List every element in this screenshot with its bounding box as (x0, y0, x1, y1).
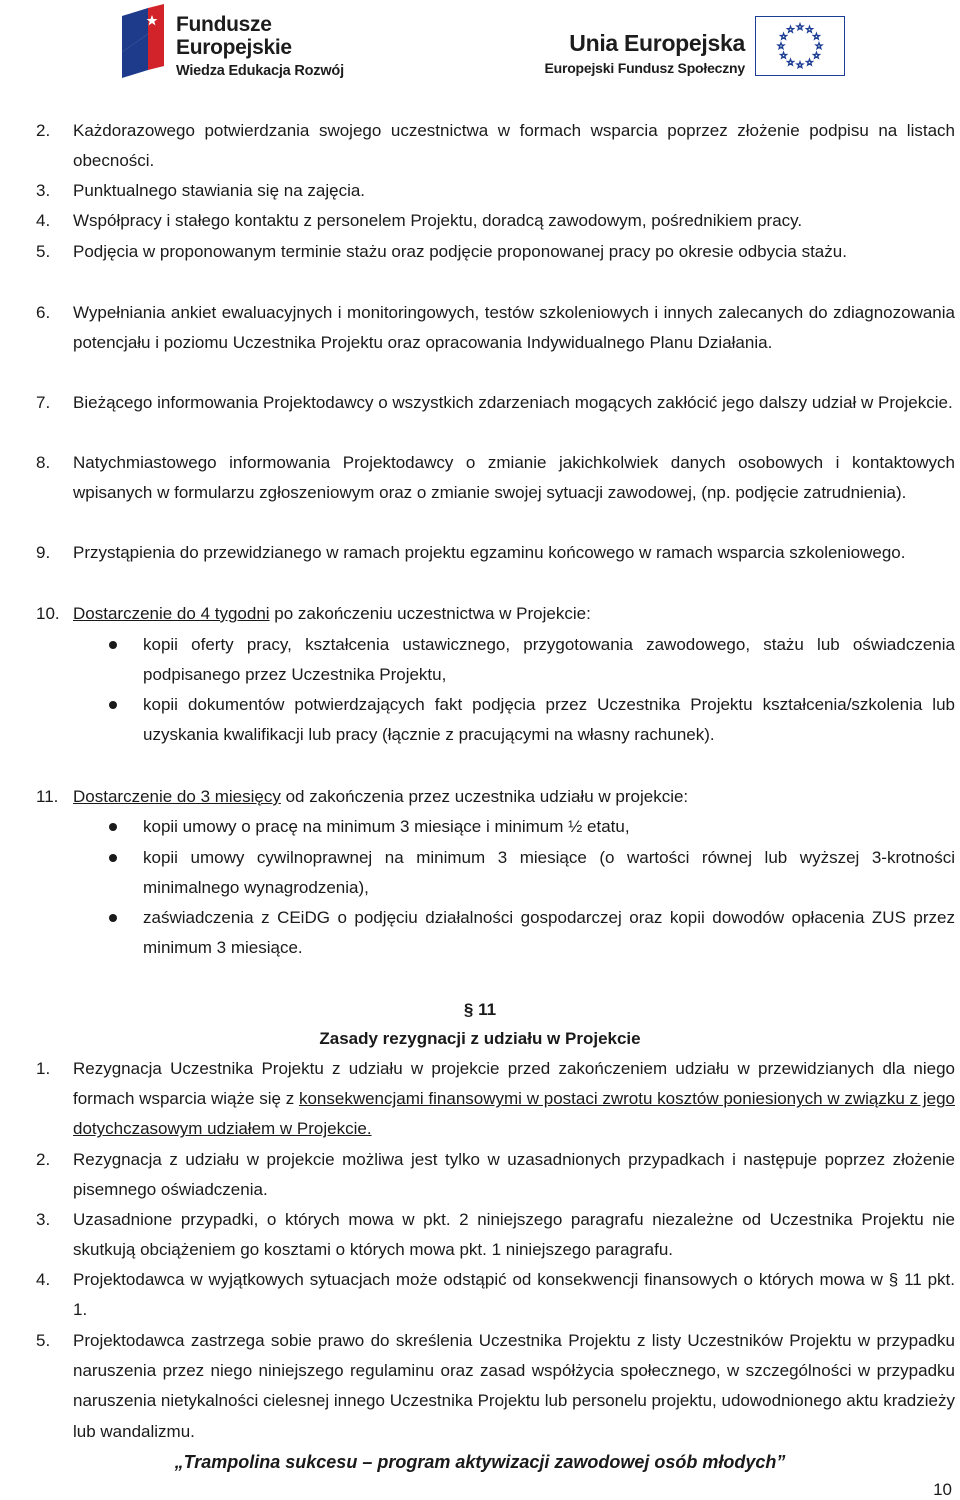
ue-logo-line1: Unia Europejska (569, 30, 745, 56)
item-text: Podjęcia w proponowanym terminie stażu oraz podjęcie proponowanej pracy po okresie odbycia stażu. (73, 242, 847, 261)
footer-project-title: „Trampolina sukcesu – program aktywizacji zawodowej osób młodych” (174, 1452, 786, 1472)
bullet-text: zaświadczenia z CEiDG o podjęciu działalności gospodarczej oraz kopii dowodów opłacenia ZUS przez minimum 3 miesiące. (143, 908, 955, 958)
item-text: Przystąpienia do przewidzianego w ramach projektu egzaminu końcowego w ramach wsparcia szkoleniowego. (73, 543, 906, 562)
bullet-dot-icon (109, 641, 117, 649)
page-number: 10 (933, 1480, 952, 1499)
item-text: Uzasadnione przypadki, o których mowa w pkt. 2 niniejszego paragrafu niezależne od Uczestnika Projektu nie skutkują obciążeniem go kosztami o których mowa pkt. 1 niniejszego paragrafu. (73, 1210, 955, 1260)
item-text: Natychmiastowego informowania Projektodawcy o zmianie jakichkolwiek danych osobowych i kontaktowych wpisanych w formularzu zgłoszeniowym oraz o zmianie swojej sytuacji zawodowej, (np. podjęcie zatrudnienia). (73, 453, 955, 503)
item-text: Wypełniania ankiet ewaluacyjnych i monitoringowych, testów szkoleniowych i innych zalecanych do zdiagnozowania potencjału i poziomu Uczestnika Projektu oraz opracowania Indywidualnego Planu Działania. (73, 303, 955, 353)
item-text: Każdorazowego potwierdzania swojego uczestnictwa w formach wsparcia poprzez złożenie podpisu na listach obecności. (73, 121, 955, 171)
item-deadline-text: Dostarczenie do 4 tygodni (73, 604, 270, 623)
section-title: Zasady rezygnacji z udziału w Projekcie (319, 1029, 641, 1048)
bullet-text: kopii dokumentów potwierdzających fakt podjęcia przez Uczestnika Projektu kształcenia/szkolenia lub uzyskania kwalifikacji lub pracy (łącznie z pracującymi na własny rachunek). (143, 695, 955, 745)
bullet-item (143, 630, 955, 690)
fe-logo-line1: Fundusze (176, 13, 272, 36)
list-item (36, 1205, 955, 1265)
item-number: 3. (36, 1210, 51, 1229)
item-number: 9. (36, 543, 51, 562)
item-number: 5. (36, 1331, 51, 1350)
page-header (0, 0, 960, 90)
bullet-item (143, 690, 955, 750)
list-item (36, 206, 955, 236)
section-number: § 11 (463, 1000, 497, 1019)
item-number: 4. (36, 211, 51, 230)
bullet-item (143, 812, 955, 842)
item-number: 4. (36, 1270, 51, 1289)
fundusze-europejskie-mark-icon (118, 4, 166, 82)
list-item (36, 1265, 955, 1325)
item-number: 8. (36, 453, 51, 472)
fundusze-europejskie-logo (118, 4, 358, 84)
list-item (36, 1145, 955, 1205)
item-number: 3. (36, 181, 51, 200)
item-text: Projektodawca w wyjątkowych sytuacjach może odstąpić od konsekwencji finansowych o których mowa w § 11 pkt. 1. (73, 1270, 955, 1320)
bullet-text: kopii oferty pracy, kształcenia ustawicznego, przygotowania zawodowego, stażu lub oświadczenia podpisanego przez Uczestnika Projektu, (143, 635, 955, 685)
item-text: Rezygnacja z udziału w projekcie możliwa jest tylko w uzasadnionych przypadkach i następuje poprzez złożenie pisemnego oświadczenia. (73, 1150, 955, 1200)
fe-logo-line3: Wiedza Edukacja Rozwój (176, 63, 344, 79)
fe-logo-line2: Europejskie (176, 36, 292, 59)
list-item (36, 176, 955, 206)
ue-logo-line2: Europejski Fundusz Społeczny (544, 60, 745, 76)
eu-flag-icon (755, 16, 845, 76)
bullet-dot-icon (109, 823, 117, 831)
item-number: 2. (36, 121, 51, 140)
item-text: Punktualnego stawiania się na zajęcia. (73, 181, 366, 200)
item-number: 6. (36, 303, 51, 322)
item-deadline-text: Dostarczenie do 3 miesięcy (73, 787, 281, 806)
list-item (36, 388, 955, 418)
unia-europejska-logo (545, 6, 845, 86)
item-text: Projektodawca zastrzega sobie prawo do skreślenia Uczestnika Projektu z listy Uczestników Projektu w przypadku naruszenia przez niego niniejszego regulaminu oraz zasad współżycia społecznego, w szczególności w przypadku naruszenia nietykalności cielesnej innego Uczestnika Projektu lub personelu projektu, udowodnionego aktu kradzieży lub wandalizmu. (73, 1331, 955, 1441)
item-number: 7. (36, 393, 51, 412)
item-number: 1. (36, 1059, 51, 1078)
list-item (36, 1326, 955, 1447)
list-item (36, 237, 955, 267)
fe-logo-text (176, 14, 344, 79)
bullet-text: kopii umowy o pracę na minimum 3 miesiące i minimum ½ etatu, (143, 817, 630, 836)
item-number: 10. (36, 604, 60, 623)
item-text: Bieżącego informowania Projektodawcy o wszystkich zdarzeniach mogących zakłócić jego dalszy udział w Projekcie. (73, 393, 953, 412)
list-item (36, 599, 955, 629)
item-text: po zakończeniu uczestnictwa w Projekcie: (269, 604, 591, 623)
item-consequence-text: konsekwencjami finansowymi w postaci zwrotu kosztów poniesionych w związku z jego dotychczasowym udziałem w Projekcie. (73, 1089, 955, 1139)
bullet-dot-icon (109, 701, 117, 709)
bullet-dot-icon (109, 854, 117, 862)
list-item (36, 538, 955, 568)
list-item (36, 298, 955, 358)
ue-logo-text (544, 30, 745, 76)
list-item (36, 782, 955, 812)
bullet-item (143, 903, 955, 963)
bullet-text: kopii umowy cywilnoprawnej na minimum 3 miesiące (o wartości równej lub wyższej 3-krotności minimalnego wynagrodzenia), (143, 848, 955, 898)
item-text: Współpracy i stałego kontaktu z personelem Projektu, doradcą zawodowym, pośrednikiem pracy. (73, 211, 803, 230)
item-number: 5. (36, 242, 51, 261)
list-item (36, 116, 955, 176)
bullet-dot-icon (109, 914, 117, 922)
item-text: od zakończenia przez uczestnika udziału w projekcie: (280, 787, 689, 806)
bullet-item (143, 843, 955, 903)
item-number: 2. (36, 1150, 51, 1169)
item-number: 11. (36, 787, 59, 806)
item-text: Rezygnacja Uczestnika Projektu z udziału w projekcie przed zakończeniem udziału w przewidzianych dla niego formach wsparcia wiąże się z (73, 1059, 955, 1109)
list-item (36, 1054, 955, 1145)
list-item (36, 448, 955, 508)
